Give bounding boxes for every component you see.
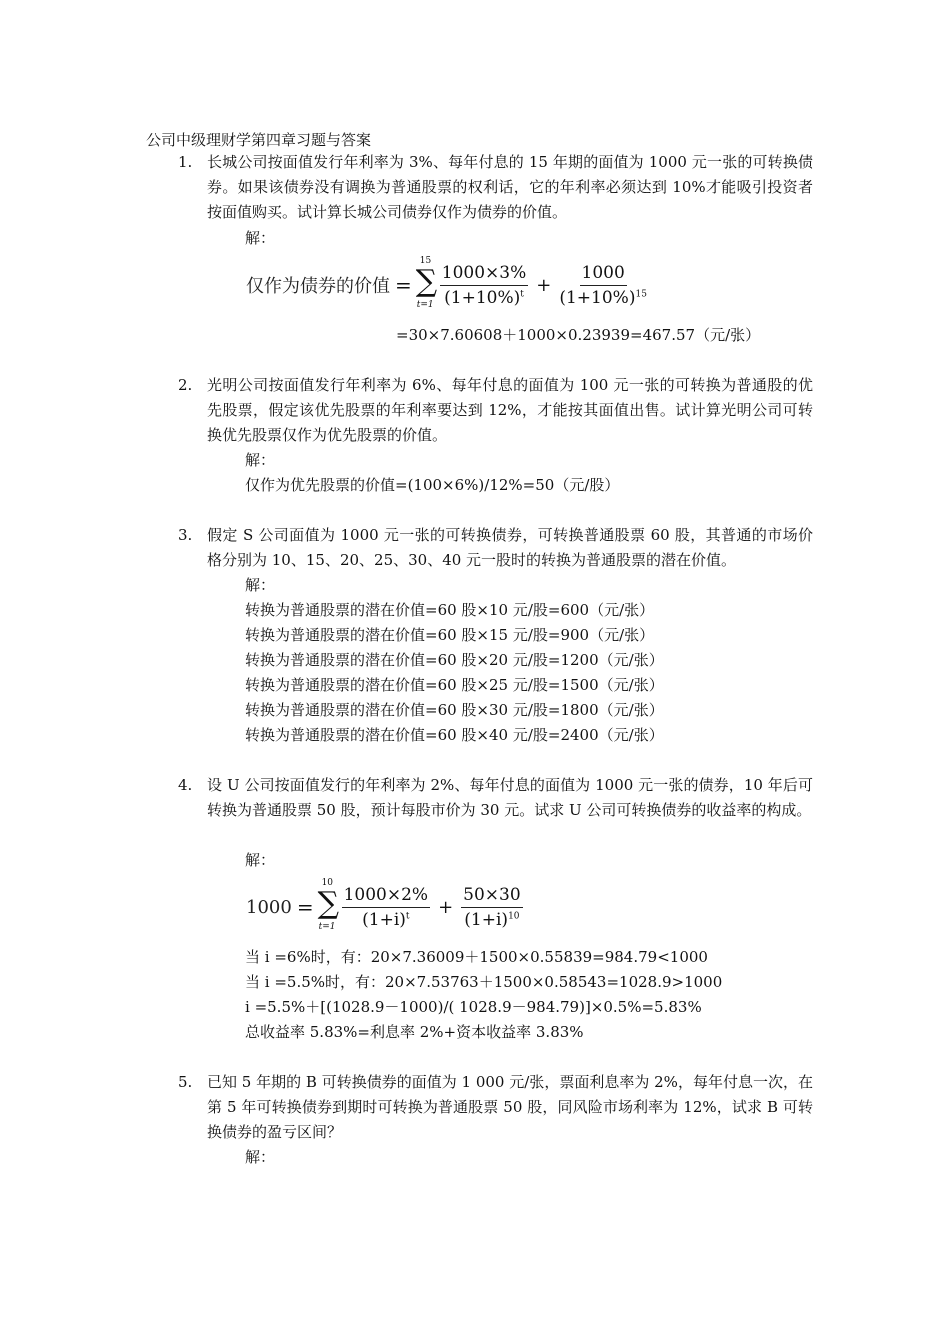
- formula-equals: =: [296, 895, 314, 919]
- fraction-conversion: [461, 885, 523, 930]
- fraction-principal: [559, 263, 647, 308]
- question-number: 1.: [178, 153, 193, 171]
- question-2: [178, 373, 813, 448]
- fraction-numerator: 1000: [580, 263, 627, 286]
- question-number: 5.: [178, 1073, 193, 1091]
- formula-equals: =: [395, 273, 412, 297]
- q2-result: 仅作为优先股票的价值=(100×6%)/12%=50（元/股）: [245, 476, 620, 494]
- solution-line: 转换为普通股票的潜在价值=60 股×30 元/股=1800（元/张）: [245, 701, 664, 719]
- fraction-denominator: (1+10%): [444, 287, 521, 308]
- fraction-coupon: [440, 263, 528, 308]
- formula-lhs: 1000: [246, 896, 292, 918]
- fraction-numerator: 1000×2%: [342, 885, 430, 908]
- fraction-denominator: (1+i): [464, 909, 509, 930]
- question-number: 3.: [178, 526, 193, 544]
- formula-plus: +: [536, 274, 552, 296]
- exponent: 15: [635, 288, 647, 299]
- summation-sign: 15 ∑ t=1: [415, 256, 438, 310]
- question-text: 长城公司按面值发行年利率为 3%、每年付息的 15 年期的面值为 1000 元一张的可转换债券。如果该债券没有调换为普通股票的权利话，它的年利率必须达到 10%才能吸引投资者按面值购买。试计算长城公司债券仅作为债券的价值。: [207, 153, 813, 221]
- sum-upper-limit: 10: [321, 878, 334, 888]
- q3-solution-lines: [245, 598, 664, 748]
- question-text: 已知 5 年期的 B 可转换债券的面值为 1 000 元/张，票面利息率为 2%，每年付息一次，在第 5 年可转换债券到期时可转换为普通股票 50 股，同风险市场利率为 12%，试求 B 可转换债券的盈亏区间？: [207, 1073, 813, 1141]
- fraction-coupon: [342, 885, 430, 930]
- q4-solution-lines: [245, 945, 722, 1045]
- solution-line: i =5.5%＋[(1028.9－1000)/( 1028.9－984.79)]×0.5%=5.83%: [245, 998, 702, 1016]
- summation-sign: 10 ∑ t=1: [317, 878, 339, 932]
- solution-line: 转换为普通股票的潜在价值=60 股×40 元/股=2400（元/张）: [245, 726, 664, 744]
- sum-upper-limit: 15: [419, 256, 432, 266]
- question-5: [178, 1070, 813, 1145]
- question-4: [178, 773, 813, 823]
- solution-line: 总收益率 5.83%=利息率 2%+资本收益率 3.83%: [245, 1023, 584, 1041]
- solution-line: 转换为普通股票的潜在价值=60 股×20 元/股=1200（元/张）: [245, 651, 664, 669]
- fraction-denominator: (1+i): [362, 909, 406, 930]
- question-number: 4.: [178, 776, 193, 794]
- answer-label: 解：: [245, 229, 276, 247]
- question-1: [178, 150, 813, 225]
- fraction-numerator: 1000×3%: [440, 263, 528, 286]
- answer-label: 解：: [245, 451, 276, 469]
- sum-lower-limit: t=1: [416, 300, 434, 310]
- question-text: 光明公司按面值发行年利率为 6%、每年付息的面值为 100 元一张的可转换为普通股的优先股票，假定该优先股票的年利率要达到 12%，才能按其面值出售。试计算光明公司可转换优先股票仅作为优先股票的价值。: [207, 376, 813, 444]
- q1-result: =30×7.60608＋1000×0.23939=467.57（元/张）: [396, 326, 761, 344]
- question-3: [178, 523, 813, 573]
- fraction-numerator: 50×30: [461, 885, 523, 908]
- formula-q4: [246, 880, 526, 934]
- formula-lhs: 仅作为债券的价值: [246, 276, 390, 297]
- answer-label: 解：: [245, 1148, 276, 1166]
- answer-label: 解：: [245, 576, 276, 594]
- sum-lower-limit: t=1: [318, 922, 336, 932]
- formula-plus: +: [438, 896, 454, 918]
- question-text: 设 U 公司按面值发行的年利率为 2%、每年付息的面值为 1000 元一张的债券，10 年后可转换为普通股票 50 股，预计每股市价为 30 元。试求 U 公司可转换债券的收益率的构成。: [207, 776, 813, 819]
- solution-line: 转换为普通股票的潜在价值=60 股×15 元/股=900（元/张）: [245, 626, 655, 644]
- solution-line: 转换为普通股票的潜在价值=60 股×10 元/股=600（元/张）: [245, 601, 655, 619]
- formula-q1: [246, 258, 650, 312]
- solution-line: 当 i =6%时，有：20×7.36009＋1500×0.55839=984.79<1000: [245, 948, 708, 966]
- exponent: t: [520, 288, 524, 299]
- document-title: 公司中级理财学第四章习题与答案: [146, 131, 372, 149]
- answer-label: 解：: [245, 851, 276, 869]
- question-text: 假定 S 公司面值为 1000 元一张的可转换债券，可转换普通股票 60 股，其普通的市场价格分别为 10、15、20、25、30、40 元一股时的转换为普通股票的潜在价值。: [207, 526, 813, 569]
- solution-line: 当 i =5.5%时，有：20×7.53763＋1500×0.58543=1028.9>1000: [245, 973, 723, 991]
- exponent: t: [405, 910, 410, 921]
- fraction-denominator: (1+10%): [559, 287, 636, 308]
- question-number: 2.: [178, 376, 193, 394]
- solution-line: 转换为普通股票的潜在价值=60 股×25 元/股=1500（元/张）: [245, 676, 664, 694]
- exponent: 10: [508, 910, 520, 921]
